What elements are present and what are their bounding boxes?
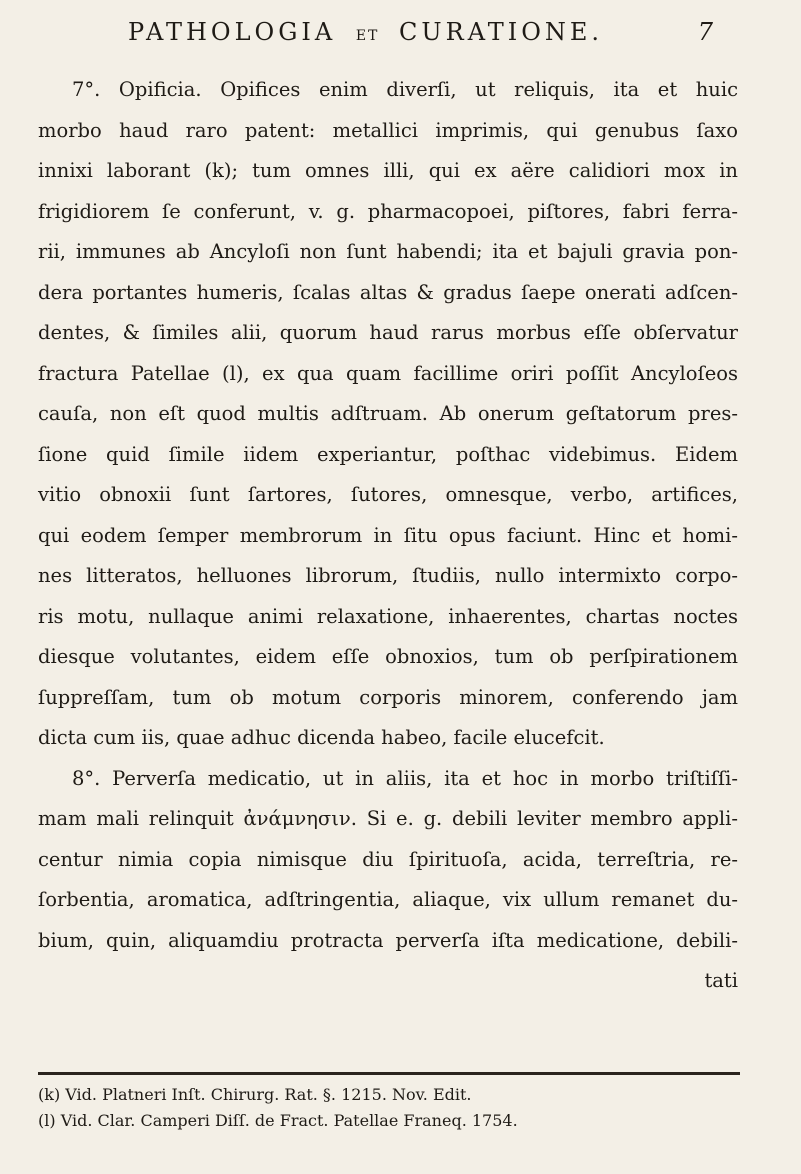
text-line: 8°. Perverſa medicatio, ut in aliis, ita et hoc in morbo triſtiſſi-: [72, 766, 738, 790]
text-line: rii, immunes ab Ancyloſi non ſunt habendi; ita et bajuli gravia pon-: [38, 240, 738, 263]
running-head-right: CURATIONE.: [399, 18, 604, 46]
text-line: diesque volutantes, eidem eſſe obnoxios, tum ob perſpirationem: [38, 645, 738, 668]
text-line: ſorbentia, aromatica, adſtringentia, aliaque, vix ullum remanet du-: [38, 888, 738, 911]
footnote-rule: [38, 1072, 740, 1075]
catchword: tati: [704, 969, 738, 992]
text-line: dicta cum iis, quae adhuc dicenda habeo, facile elucefcit.: [38, 726, 605, 749]
text-line: ſione quid ſimile iidem experiantur, poſthac videbimus. Eidem: [38, 442, 738, 466]
text-line: 7°. Opificia. Opifices enim diverſi, ut reliquis, ita et huic: [72, 78, 738, 101]
text-line: qui eodem ſemper membrorum in ſitu opus faciunt. Hinc et homi-: [38, 523, 738, 547]
running-head-left: PATHOLOGIA: [128, 18, 337, 46]
text-line: morbo haud raro patent: metallici imprimis, qui genubus ſaxo: [38, 118, 738, 142]
text-line: centur nimia copia nimisque diu ſpirituoſa, acida, terreſtria, re-: [38, 847, 738, 871]
text-line: fractura Patellae (l), ex qua quam facillime oriri poſſit Ancyloſeos: [38, 361, 738, 385]
page-number: 7: [697, 18, 713, 46]
text-line: vitio obnoxii ſunt ſartores, ſutores, omnesque, verbo, artifices,: [38, 483, 738, 506]
text-line: bium, quin, aliquamdiu protracta perverſa iſta medicatione, debili-: [38, 928, 738, 952]
text-line: innixi laborant (k); tum omnes illi, qui ex aëre calidiori mox in: [38, 159, 738, 182]
footnotes: [38, 1082, 738, 1134]
text-line: dera portantes humeris, ſcalas altas & gradus ſaepe onerati adſcen-: [38, 280, 738, 304]
text-line: ris motu, nullaque animi relaxatione, inhaerentes, chartas noctes: [38, 604, 738, 628]
text-line: frigidiorem ſe conferunt, v. g. pharmacopoei, piſtores, fabri ferra-: [38, 199, 738, 223]
text-line: ſuppreſſam, tum ob motum corporis minorem, conferendo jam: [38, 685, 738, 709]
footnote-k: (k) Vid. Platneri Inſt. Chirurg. Rat. §. 1215. Nov. Edit.: [38, 1085, 472, 1104]
running-head-conjunction: ET: [355, 28, 380, 44]
text-line: cauſa, non eſt quod multis adſtruam. Ab onerum geſtatorum pres-: [38, 402, 738, 425]
text-line: nes litteratos, helluones librorum, ſtudiis, nullo intermixto corpo-: [38, 564, 738, 587]
text-line: mam mali relinquit ἀνάμνησιν. Si e. g. debili leviter membro appli-: [38, 807, 738, 830]
footnote-l: (l) Vid. Clar. Camperi Diſſ. de Fract. Patellae Franeq. 1754.: [38, 1111, 518, 1130]
text-line: dentes, & ſimiles alii, quorum haud rarus morbus eſſe obſervatur: [38, 321, 738, 344]
running-head: [128, 18, 688, 46]
main-text: [38, 70, 738, 1002]
